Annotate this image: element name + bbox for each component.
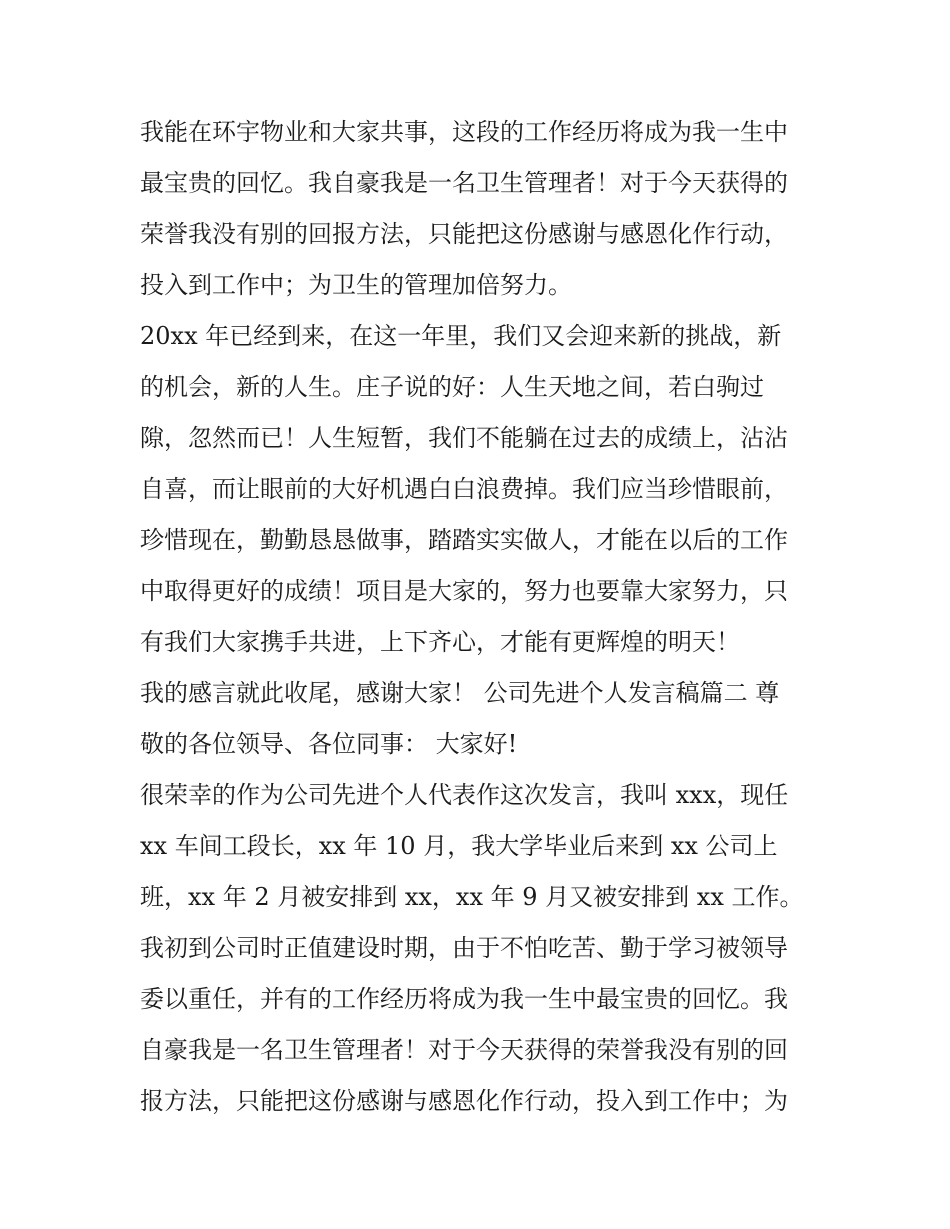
text-line: 很荣幸的作为公司先进个人代表作这次发言，我叫 xxx，现任 (140, 781, 789, 809)
text-line: 委以重任，并有的工作经历将成为我一生中最宝贵的回忆。我 (140, 985, 788, 1013)
text-line: 敬的各位领导、各位同事： 大家好! (140, 730, 518, 758)
text-line: 的机会，新的人生。庄子说的好：人生天地之间，若白驹过 (140, 373, 764, 401)
text-line: 我的感言就此收尾，感谢大家！ 公司先进个人发言稿篇二 尊 (140, 679, 780, 707)
text-line: 有我们大家携手共进，上下齐心，才能有更辉煌的明天！ (140, 628, 740, 656)
text-line: 珍惜现在，勤勤恳恳做事，踏踏实实做人，才能在以后的工作 (140, 526, 788, 554)
document-body (140, 107, 820, 1127)
text-line: xx 车间工段长，xx 年 10 月，我大学毕业后来到 xx 公司上 (140, 832, 778, 860)
text-line: 我能在环宇物业和大家共事，这段的工作经历将成为我一生中 (140, 118, 788, 146)
text-line: 中取得更好的成绩！项目是大家的，努力也要靠大家努力，只 (140, 577, 788, 605)
text-line: 投入到工作中；为卫生的管理加倍努力。 (140, 271, 572, 299)
text-line: 隙，忽然而已！人生短暂，我们不能躺在过去的成绩上，沾沾 (140, 424, 788, 452)
text-line: 20xx 年已经到来，在这一年里，我们又会迎来新的挑战，新 (140, 322, 782, 350)
text-line: 自喜，而让眼前的大好机遇白白浪费掉。我们应当珍惜眼前， (140, 475, 788, 503)
text-line: 最宝贵的回忆。我自豪我是一名卫生管理者！对于今天获得的 (140, 169, 788, 197)
text-line: 荣誉我没有别的回报方法，只能把这份感谢与感恩化作行动， (140, 220, 788, 248)
text-line: 班，xx 年 2 月被安排到 xx，xx 年 9 月又被安排到 xx 工作。 (140, 883, 804, 911)
text-line: 报方法，只能把这份感谢与感恩化作行动，投入到工作中；为 (140, 1087, 788, 1115)
text-line: 我初到公司时正值建设时期，由于不怕吃苦、勤于学习被领导 (140, 934, 788, 962)
text-line: 自豪我是一名卫生管理者！对于今天获得的荣誉我没有别的回 (140, 1036, 788, 1064)
